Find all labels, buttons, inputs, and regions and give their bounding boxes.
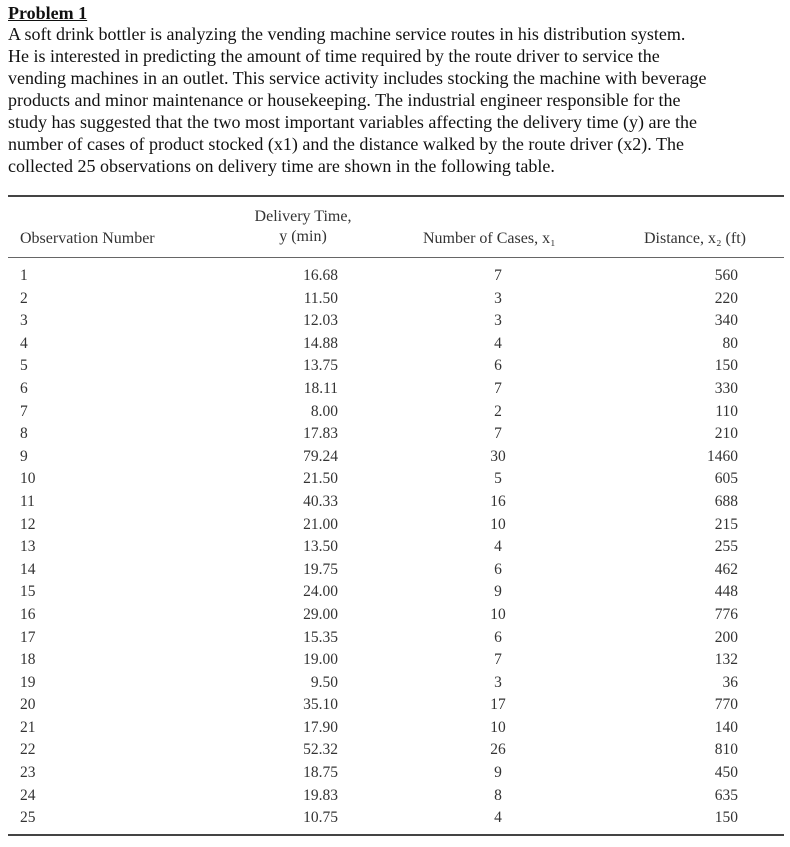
table-row bbox=[8, 581, 784, 604]
table-row bbox=[8, 717, 784, 740]
cell-distance: 200 bbox=[714, 628, 738, 646]
table-row bbox=[8, 536, 784, 559]
cell-cases: 17 bbox=[490, 696, 506, 714]
problem-line: He is interested in predicting the amount of time required by the route driver to service the bbox=[8, 46, 660, 66]
table-body bbox=[8, 265, 784, 830]
table-row bbox=[8, 446, 784, 469]
cell-observation: 6 bbox=[20, 379, 28, 397]
cell-cases: 7 bbox=[494, 379, 502, 397]
cell-distance: 150 bbox=[714, 809, 738, 827]
cell-delivery-time: 18.11 bbox=[303, 379, 338, 397]
cell-cases: 9 bbox=[494, 764, 502, 782]
cell-distance: 255 bbox=[714, 538, 738, 556]
cell-cases: 3 bbox=[494, 289, 502, 307]
header-observation-number: Observation Number bbox=[20, 230, 155, 247]
cell-distance: 450 bbox=[714, 764, 738, 782]
cell-delivery-time: 9.50 bbox=[310, 673, 338, 691]
cell-delivery-time: 18.75 bbox=[303, 764, 338, 782]
cell-observation: 3 bbox=[20, 312, 28, 330]
table-row bbox=[8, 785, 784, 808]
cell-cases: 16 bbox=[490, 492, 506, 510]
header-number-of-cases: Number of Cases, x₁ bbox=[423, 230, 556, 247]
cell-observation: 17 bbox=[20, 628, 36, 646]
cell-delivery-time: 12.03 bbox=[303, 312, 338, 330]
cell-observation: 1 bbox=[20, 267, 28, 284]
cell-delivery-time: 52.32 bbox=[303, 741, 338, 759]
problem-line: collected 25 observations on delivery time are shown in the following table. bbox=[8, 156, 555, 176]
cell-observation: 4 bbox=[20, 334, 28, 352]
cell-cases: 10 bbox=[490, 718, 506, 736]
problem-body bbox=[8, 23, 784, 177]
cell-observation: 7 bbox=[20, 402, 28, 420]
cell-delivery-time: 17.90 bbox=[303, 718, 338, 736]
cell-cases: 7 bbox=[494, 425, 502, 443]
cell-distance: 688 bbox=[714, 492, 738, 510]
cell-distance: 220 bbox=[714, 289, 738, 307]
problem-statement bbox=[8, 3, 784, 177]
table-row bbox=[8, 672, 784, 695]
table-row bbox=[8, 739, 784, 762]
cell-delivery-time: 19.75 bbox=[303, 560, 338, 578]
delivery-data-table bbox=[8, 195, 784, 836]
table-row bbox=[8, 807, 784, 830]
table-header-rule bbox=[8, 257, 784, 258]
table-row bbox=[8, 559, 784, 582]
cell-delivery-time: 14.88 bbox=[303, 334, 338, 352]
cell-cases: 9 bbox=[494, 583, 502, 601]
cell-distance: 210 bbox=[714, 425, 738, 443]
problem-line: products and minor maintenance or housekeeping. The industrial engineer responsible for the bbox=[8, 90, 681, 110]
table-row bbox=[8, 333, 784, 356]
cell-delivery-time: 21.00 bbox=[303, 515, 338, 533]
table-row bbox=[8, 265, 784, 288]
cell-distance: 150 bbox=[714, 357, 738, 375]
cell-observation: 2 bbox=[20, 289, 28, 307]
cell-cases: 6 bbox=[494, 357, 502, 375]
cell-observation: 16 bbox=[20, 605, 36, 623]
cell-delivery-time: 24.00 bbox=[303, 583, 338, 601]
cell-observation: 10 bbox=[20, 470, 36, 488]
cell-distance: 605 bbox=[714, 470, 738, 488]
cell-cases: 8 bbox=[494, 786, 502, 804]
cell-cases: 6 bbox=[494, 628, 502, 646]
table-row bbox=[8, 423, 784, 446]
problem-title: Problem 1 bbox=[8, 3, 88, 23]
cell-observation: 11 bbox=[20, 492, 35, 510]
cell-cases: 3 bbox=[494, 312, 502, 330]
cell-observation: 23 bbox=[20, 764, 36, 782]
cell-distance: 462 bbox=[714, 560, 738, 578]
cell-distance: 215 bbox=[714, 515, 738, 533]
cell-observation: 8 bbox=[20, 425, 28, 443]
cell-delivery-time: 21.50 bbox=[303, 470, 338, 488]
cell-cases: 5 bbox=[494, 470, 502, 488]
table-row bbox=[8, 310, 784, 333]
cell-distance: 560 bbox=[714, 267, 738, 284]
cell-observation: 19 bbox=[20, 673, 36, 691]
cell-delivery-time: 8.00 bbox=[310, 402, 338, 420]
cell-delivery-time: 40.33 bbox=[303, 492, 338, 510]
cell-distance: 770 bbox=[714, 696, 738, 714]
cell-delivery-time: 10.75 bbox=[303, 809, 338, 827]
table-row bbox=[8, 627, 784, 650]
cell-delivery-time: 35.10 bbox=[303, 696, 338, 714]
cell-delivery-time: 15.35 bbox=[303, 628, 338, 646]
table-row bbox=[8, 355, 784, 378]
table-row bbox=[8, 288, 784, 311]
cell-observation: 15 bbox=[20, 583, 36, 601]
table-row bbox=[8, 649, 784, 672]
table-bottom-rule bbox=[8, 834, 784, 836]
cell-distance: 330 bbox=[714, 379, 738, 397]
cell-cases: 4 bbox=[494, 334, 502, 352]
table-row bbox=[8, 468, 784, 491]
cell-delivery-time: 19.00 bbox=[303, 651, 338, 669]
cell-observation: 25 bbox=[20, 809, 36, 827]
cell-cases: 10 bbox=[490, 515, 506, 533]
cell-delivery-time: 17.83 bbox=[303, 425, 338, 443]
cell-distance: 132 bbox=[714, 651, 738, 669]
cell-cases: 4 bbox=[494, 809, 502, 827]
cell-cases: 3 bbox=[494, 673, 502, 691]
cell-observation: 9 bbox=[20, 447, 28, 465]
cell-observation: 24 bbox=[20, 786, 36, 804]
cell-distance: 80 bbox=[722, 334, 738, 352]
cell-distance: 110 bbox=[715, 402, 738, 420]
cell-distance: 776 bbox=[714, 605, 738, 623]
table-row bbox=[8, 762, 784, 785]
problem-line: A soft drink bottler is analyzing the vending machine service routes in his distribution system. bbox=[8, 24, 686, 44]
table-row bbox=[8, 378, 784, 401]
cell-cases: 26 bbox=[490, 741, 506, 759]
cell-distance: 140 bbox=[714, 718, 738, 736]
cell-observation: 12 bbox=[20, 515, 36, 533]
cell-observation: 14 bbox=[20, 560, 36, 578]
problem-line: vending machines in an outlet. This service activity includes stocking the machine with beverage bbox=[8, 68, 707, 88]
cell-distance: 810 bbox=[714, 741, 738, 759]
header-distance: Distance, x₂ (ft) bbox=[644, 230, 746, 247]
cell-distance: 36 bbox=[722, 673, 738, 691]
cell-cases: 7 bbox=[494, 267, 502, 284]
header-delivery-time bbox=[248, 207, 358, 247]
header-delivery-time-line2: y (min) bbox=[279, 228, 327, 245]
cell-distance: 635 bbox=[714, 786, 738, 804]
cell-delivery-time: 19.83 bbox=[303, 786, 338, 804]
cell-cases: 2 bbox=[494, 402, 502, 420]
cell-observation: 20 bbox=[20, 696, 36, 714]
cell-cases: 6 bbox=[494, 560, 502, 578]
cell-cases: 30 bbox=[490, 447, 506, 465]
cell-delivery-time: 29.00 bbox=[303, 605, 338, 623]
table-row bbox=[8, 694, 784, 717]
cell-observation: 22 bbox=[20, 741, 36, 759]
cell-observation: 5 bbox=[20, 357, 28, 375]
cell-delivery-time: 79.24 bbox=[303, 447, 338, 465]
cell-cases: 7 bbox=[494, 651, 502, 669]
cell-distance: 340 bbox=[714, 312, 738, 330]
cell-observation: 21 bbox=[20, 718, 36, 736]
table-row bbox=[8, 491, 784, 514]
table-header bbox=[8, 197, 784, 247]
cell-delivery-time: 13.75 bbox=[303, 357, 338, 375]
cell-delivery-time: 13.50 bbox=[303, 538, 338, 556]
table-row bbox=[8, 514, 784, 537]
table-row bbox=[8, 604, 784, 627]
cell-observation: 13 bbox=[20, 538, 36, 556]
cell-cases: 4 bbox=[494, 538, 502, 556]
problem-line: study has suggested that the two most important variables affecting the delivery time (y) are the bbox=[8, 112, 697, 132]
cell-delivery-time: 11.50 bbox=[303, 289, 338, 307]
cell-distance: 448 bbox=[714, 583, 738, 601]
problem-line: number of cases of product stocked (x1) and the distance walked by the route driver (x2). The bbox=[8, 134, 684, 154]
header-delivery-time-line1: Delivery Time, bbox=[254, 208, 352, 225]
table-row bbox=[8, 401, 784, 424]
cell-distance: 1460 bbox=[707, 447, 738, 465]
cell-cases: 10 bbox=[490, 605, 506, 623]
cell-observation: 18 bbox=[20, 651, 36, 669]
cell-delivery-time: 16.68 bbox=[303, 267, 338, 284]
